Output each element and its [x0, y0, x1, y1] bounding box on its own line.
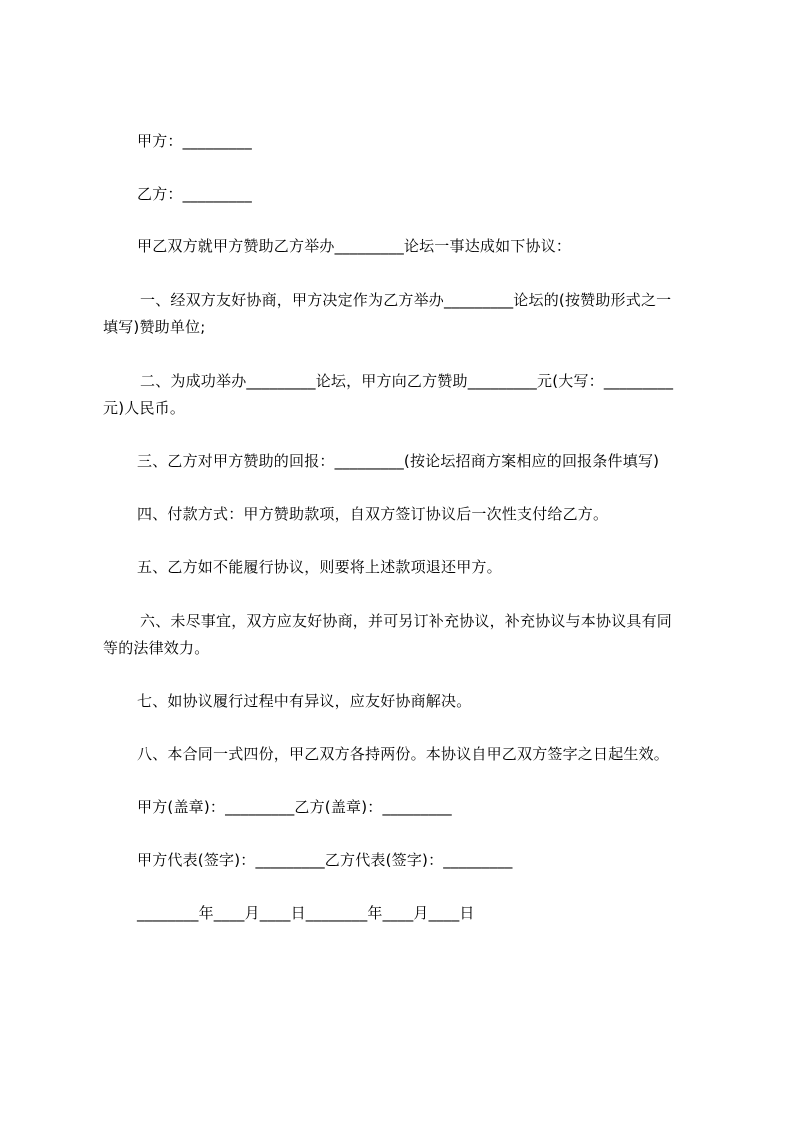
clause-1-line-1: 一、经双方友好协商，甲方决定作为乙方举办_________论坛的(按赞助形式之一 — [140, 291, 672, 309]
clause-2-line-2: 元)人民币。 — [103, 399, 186, 417]
party-b-line: 乙方：_________ — [137, 185, 252, 203]
clause-4: 四、付款方式：甲方赞助款项，自双方签订协议后一次性支付给乙方。 — [137, 505, 609, 523]
clause-3: 三、乙方对甲方赞助的回报：_________(按论坛招商方案相应的回报条件填写) — [137, 452, 660, 470]
seal-line: 甲方(盖章)：_________乙方(盖章)：_________ — [137, 798, 452, 816]
clause-5: 五、乙方如不能履行协议，则要将上述款项退还甲方。 — [137, 558, 502, 576]
clause-6-line-1: 六、未尽事宜，双方应友好协商，并可另订补充协议，补充协议与本协议具有同 — [140, 612, 673, 630]
clause-7: 七、如协议履行过程中有异议，应友好协商解决。 — [137, 692, 472, 710]
signature-line: 甲方代表(签字)：_________乙方代表(签字)：_________ — [137, 851, 513, 869]
clause-6-line-2: 等的法律效力。 — [103, 639, 210, 657]
clause-2-line-1: 二、为成功举办_________论坛，甲方向乙方赞助_________元(大写：_________ — [140, 372, 674, 390]
party-a-line: 甲方：_________ — [137, 132, 252, 150]
clause-1-line-2: 填写)赞助单位; — [103, 318, 206, 336]
date-line: ________年____月____日________年____月____日 — [137, 904, 475, 922]
clause-8: 八、本合同一式四份，甲乙双方各持两份。本协议自甲乙双方签字之日起生效。 — [137, 745, 670, 763]
intro-paragraph: 甲乙双方就甲方赞助乙方举办_________论坛一事达成如下协议： — [137, 237, 572, 255]
